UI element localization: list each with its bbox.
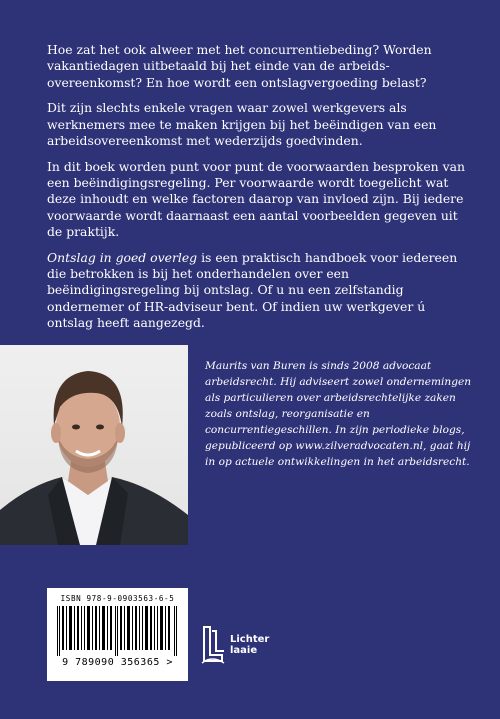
barcode-bars [55, 606, 181, 656]
barcode-number: 9 789090 356365 > [62, 657, 173, 668]
publisher-name-line-2: laaie [230, 645, 258, 656]
author-bio: Maurits van Buren is sinds 2008 advocaat arbeidsrecht. Hij adviseert zowel ondernemingen als particulieren over arbeidsrechtelijke zaken zoals ontslag, reorganisatie en concurrentiegeschillen. In zijn periodieke blogs, gepubliceerd op www.zilveradvocaten.nl, gaat hij in op actuele ontwikkelingen in het arbeidsrecht. [205, 360, 472, 468]
blurb-paragraph-3: In dit boek worden punt voor punt de voorwaarden besproken van een beëindigingsregeling. Per voorwaarde wordt toegelicht wat deze inhoudt en welke factoren daarop van invloed zijn. Bij iedere voorwaarde wordt daarnaast een aantal voorbeelden gegeven uit de praktijk. [47, 158, 465, 239]
blurb-paragraph-4-text: is een praktisch handboek voor iedereen die betrokken is bij het onderhandelen over een beëindigingsregeling bij ontslag. Of u nu een zelfstandig ondernemer of HR-adviseur bent. Of indien uw werkgever ú ontslag heeft aangezegd. [47, 249, 458, 330]
blurb-paragraph-2: Dit zijn slechts enkele vragen waar zowel werkgevers als werknemers mee te maken krijgen bij het beëindigen van een arbeidsovereenkomst met wederzijds goedvinden. [47, 100, 437, 148]
back-cover-blurb [47, 42, 467, 341]
publisher-logo [200, 622, 310, 672]
publisher-logo-mark [200, 625, 226, 665]
publisher-name [230, 634, 269, 656]
isbn-label: ISBN 978-9-0903563-6-5 [60, 594, 175, 603]
blurb-paragraph-4 [47, 250, 467, 331]
book-title: Ontslag in goed overleg [47, 249, 198, 265]
author-photo [0, 345, 188, 545]
publisher-name-line-1: Lichter [230, 634, 270, 645]
blurb-paragraph-1: Hoe zat het ook alweer met het concurrentiebeding? Worden vakantiedagen uitbetaald bij het einde van de arbeids-overeenkomst? En hoe wordt een ontslagvergoeding belast? [47, 42, 432, 90]
isbn-barcode [47, 588, 188, 681]
